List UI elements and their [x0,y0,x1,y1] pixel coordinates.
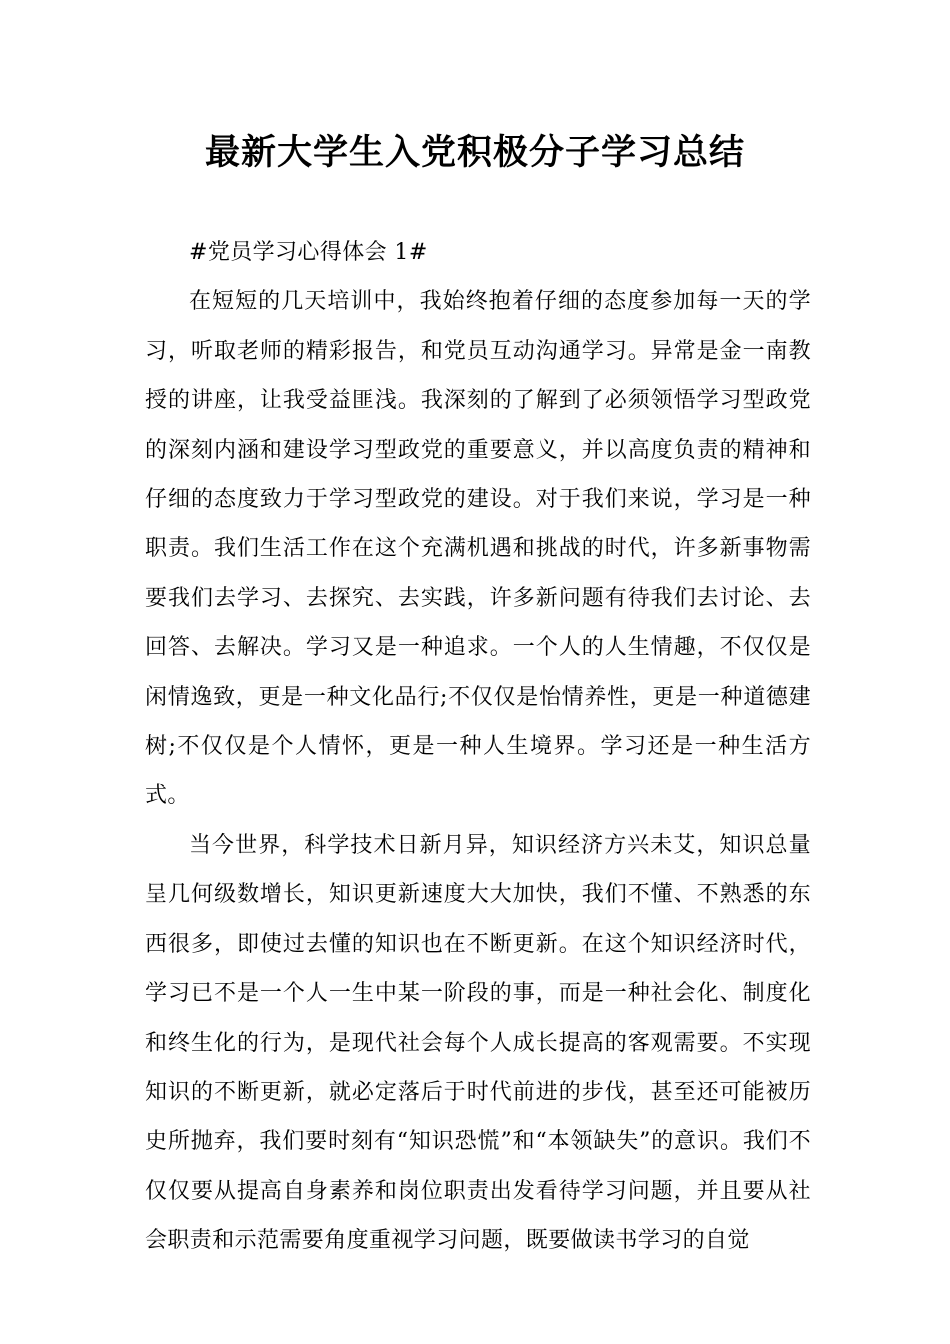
paragraph-1: 在短短的几天培训中，我始终抱着仔细的态度参加每一天的学习，听取老师的精彩报告，和党员互动沟通学习。异常是金一南教授的讲座，让我受益匪浅。我深刻的了解到了必须领悟学习型政党的深刻内涵和建设学习型政党的重要意义，并以高度负责的精神和仔细的态度致力于学习型政党的建设。对于我们来说，学习是一种职责。我们生活工作在这个充满机遇和挑战的时代，许多新事物需要我们去学习、去探究、去实践，许多新问题有待我们去讨论、去回答、去解决。学习又是一种追求。一个人的人生情趣，不仅仅是闲情逸致，更是一种文化品行;不仅仅是怡情养性，更是一种道德建树;不仅仅是个人情怀，更是一种人生境界。学习还是一种生活方式。 [145,289,811,809]
paragraph-2: 当今世界，科学技术日新月异，知识经济方兴未艾，知识总量呈几何级数增长，知识更新速度大大加快，我们不懂、不熟悉的东西很多，即使过去懂的知识也在不断更新。在这个知识经济时代，学习已不是一个人一生中某一阶段的事，而是一种社会化、制度化和终生化的行为，是现代社会每个人成长提高的客观需要。不实现知识的不断更新，就必定落后于时代前进的步伐，甚至还可能被历史所抛弃，我们要时刻有“知识恐慌”和“本领缺失”的意识。我们不仅仅要从提高自身素养和岗位职责出发看待学习问题，并且要从社会职责和示范需要角度重视学习问题，既要做读书学习的自觉 [145,832,811,1254]
document-body [145,228,811,1266]
document-title: 最新大学生入党积极分子学习总结 [204,133,745,173]
section-heading: #党员学习心得体会 1# [189,240,428,265]
